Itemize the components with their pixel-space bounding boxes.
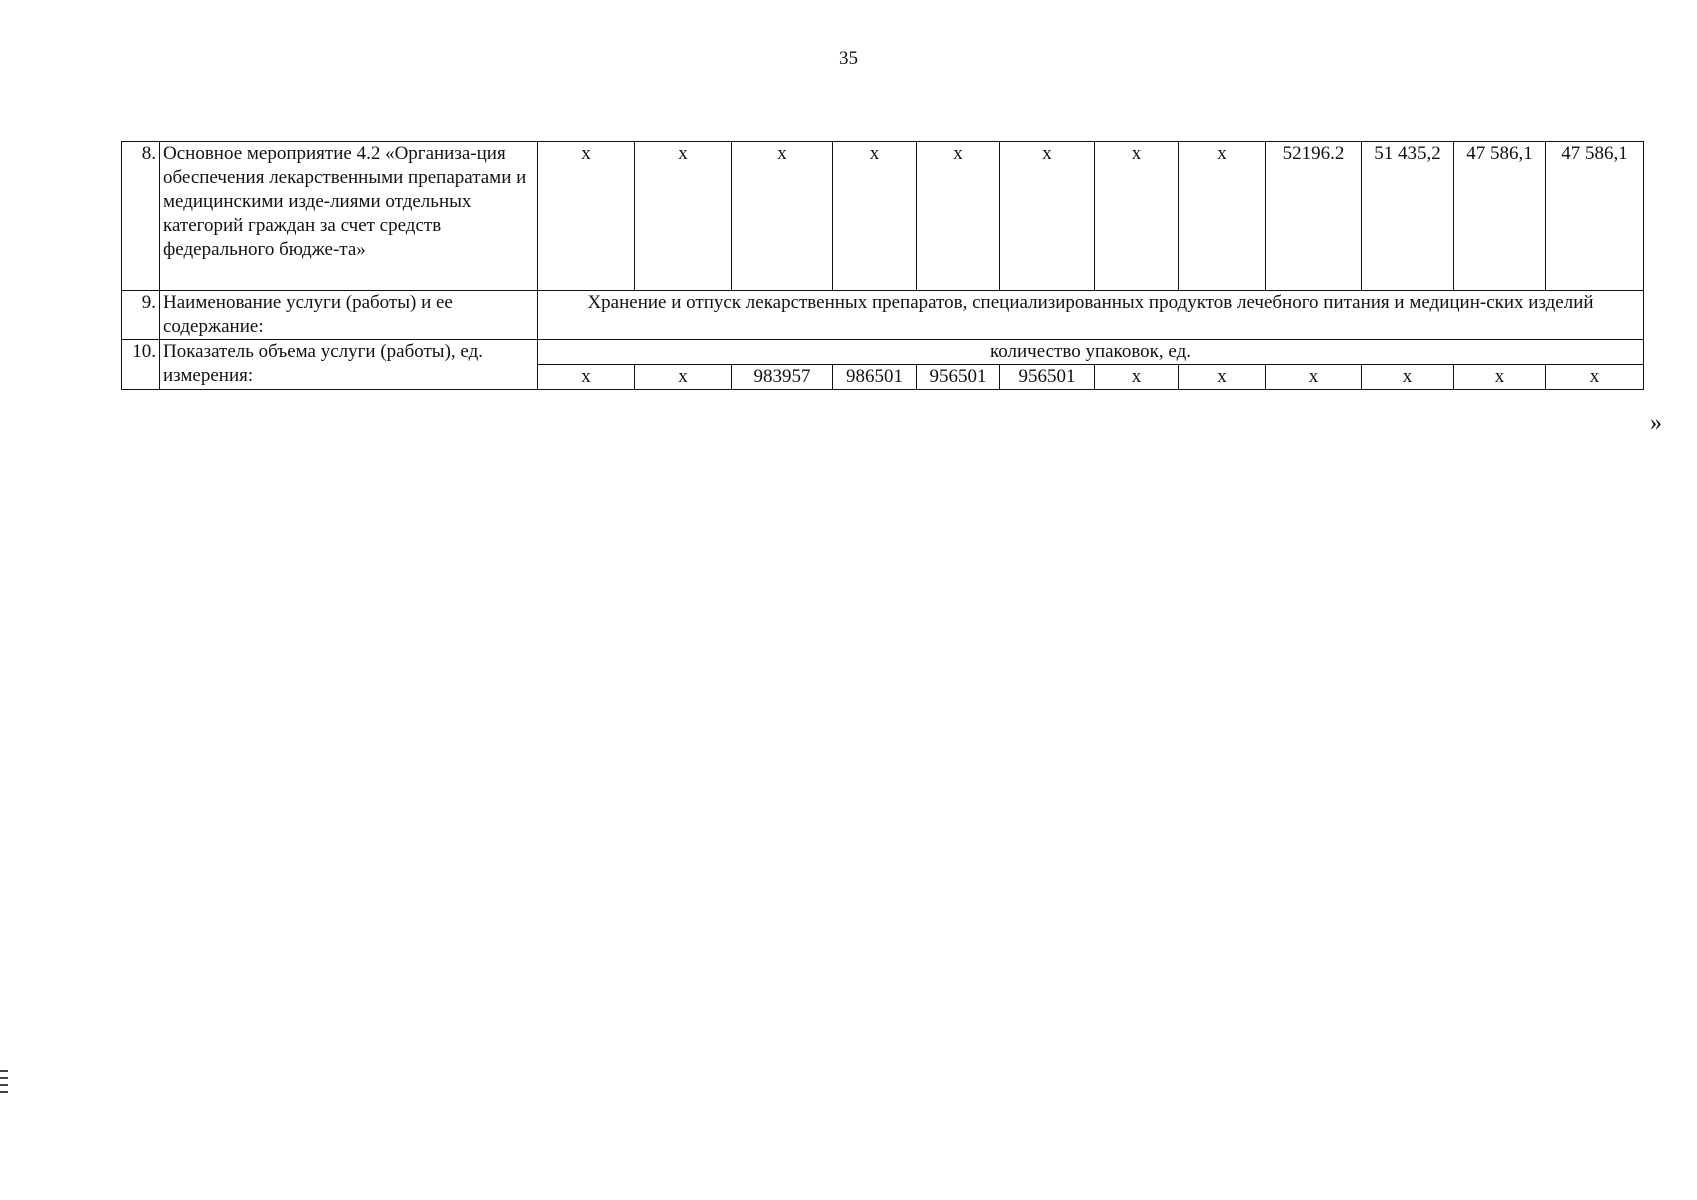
table-cell: x (1179, 142, 1266, 291)
table-cell: 956501 (1000, 365, 1095, 390)
row-name: Основное мероприятие 4.2 «Организа-ция обеспечения лекарственными препаратами и медицинскими изде-лиями отдельных категорий граждан за счет средств федерального бюдже-та» (160, 142, 538, 291)
table-cell: 52196.2 (1266, 142, 1362, 291)
closing-quote: » (1650, 410, 1662, 436)
table-cell: x (833, 142, 917, 291)
table-cell: x (917, 142, 1000, 291)
table-cell: x (1000, 142, 1095, 291)
scan-margin-marks (0, 1070, 8, 1098)
table-cell: x (1095, 142, 1179, 291)
table-cell: x (732, 142, 833, 291)
program-table (121, 141, 1644, 390)
table-row-8 (122, 142, 1644, 291)
table-cell: x (1454, 365, 1546, 390)
margin-mark (0, 1084, 8, 1086)
table-cell: 986501 (833, 365, 917, 390)
table-cell: 983957 (732, 365, 833, 390)
row-number: 9. (122, 291, 160, 340)
table-row-9 (122, 291, 1644, 340)
row-name: Показатель объема услуги (работы), ед. измерения: (160, 340, 538, 390)
table-cell: x (635, 365, 732, 390)
service-content: Хранение и отпуск лекарственных препаратов, специализированных продуктов лечебного питания и медицин-ских изделий (538, 291, 1644, 340)
row-number: 10. (122, 340, 160, 390)
table-cell: x (1095, 365, 1179, 390)
table-cell: 47 586,1 (1454, 142, 1546, 291)
row-name: Наименование услуги (работы) и ее содержание: (160, 291, 538, 340)
margin-mark (0, 1091, 8, 1093)
table-cell: x (538, 142, 635, 291)
table-cell: x (1362, 365, 1454, 390)
unit-of-measure: количество упаковок, ед. (538, 340, 1644, 365)
margin-mark (0, 1070, 8, 1072)
table-cell: x (1546, 365, 1644, 390)
table-cell: 51 435,2 (1362, 142, 1454, 291)
row-number: 8. (122, 142, 160, 291)
table-cell: x (1179, 365, 1266, 390)
table-row-10 (122, 340, 1644, 365)
table-cell: x (538, 365, 635, 390)
table-cell: 47 586,1 (1546, 142, 1644, 291)
page-number: 35 (839, 48, 858, 69)
table-cell: x (635, 142, 732, 291)
table-cell: 956501 (917, 365, 1000, 390)
margin-mark (0, 1077, 8, 1079)
table-cell: x (1266, 365, 1362, 390)
